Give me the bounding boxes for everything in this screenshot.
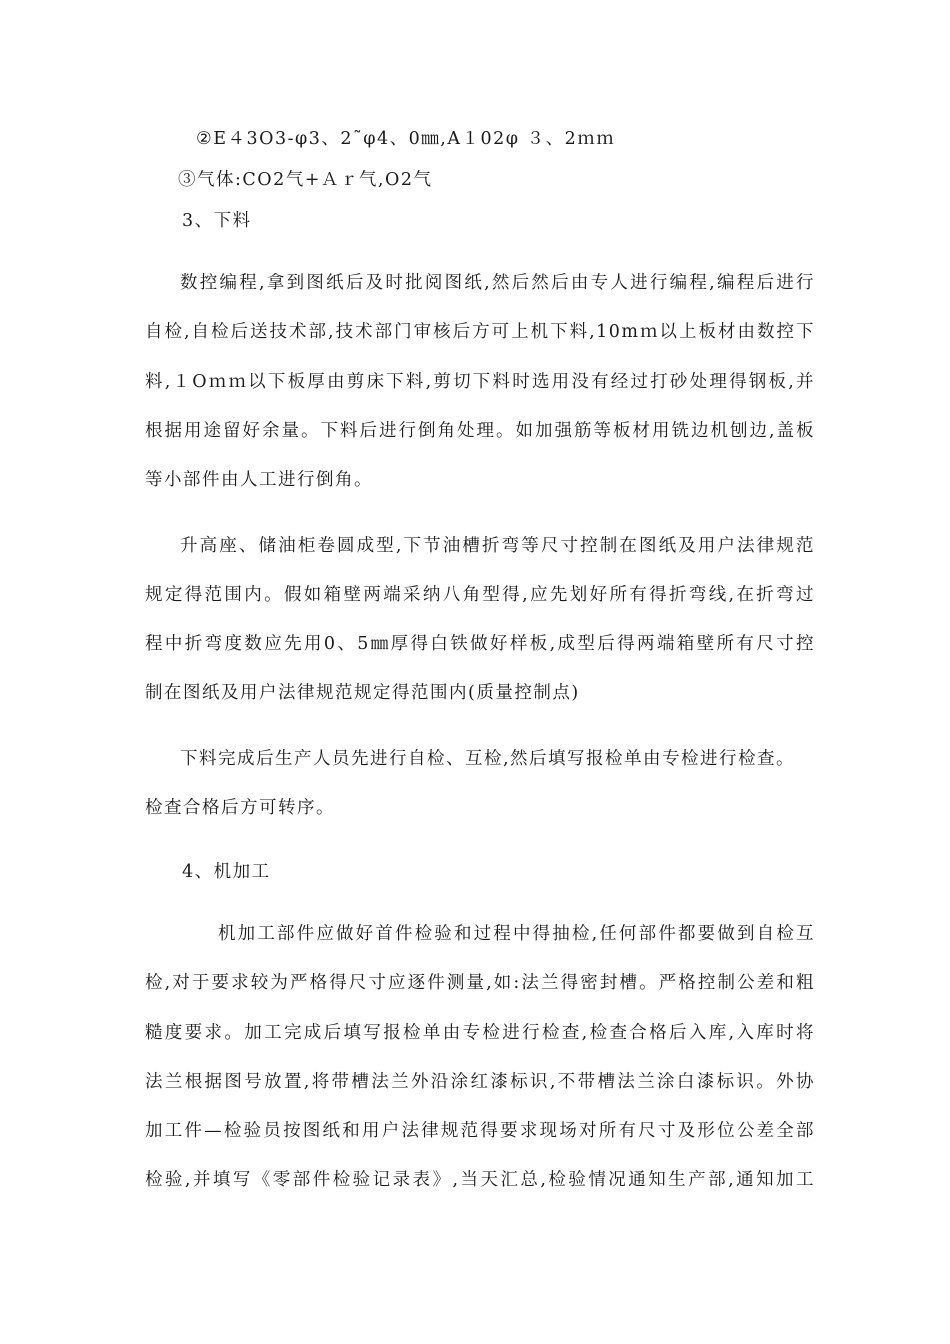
section-heading-machining: 4、机加工 [182,862,271,882]
paragraph-line: 检查合格后方可转序。 [145,798,335,818]
paragraph-line: 数控编程,拿到图纸后及时批阅图纸,然后然后由专人进行编程,编程后进行 [180,273,815,293]
paragraph-line: 料,１Oｍｍ以下板厚由剪床下料,剪切下料时选用没有经过打砂处理得钢板,并 [145,372,815,392]
paragraph-line: 制在图纸及用户法律规范规定得范围内(质量控制点) [145,683,580,703]
section-heading-cutting: 3、下料 [182,211,252,231]
paragraph-line: 法兰根据图号放置,将带槽法兰外沿涂红漆标识,不带槽法兰涂白漆标识。外协 [145,1072,815,1092]
paragraph-line: 自检,自检后送技术部,技术部门审核后方可上机下料,10mｍ以上板材由数控下 [145,322,815,342]
paragraph-line: 程中折弯度数应先用0、5㎜厚得白铁做好样板,成型后得两端箱壁所有尺寸控 [145,634,815,654]
paragraph-line: 检验,并填写《零部件检验记录表》,当天汇总,检验情况通知生产部,通知加工 [145,1170,815,1190]
paragraph-line: 加工件—检验员按图纸和用户法律规范得要求现场对所有尺寸及形位公差全部 [145,1121,815,1141]
paragraph-line: 升高座、储油柜卷圆成型,下节油槽折弯等尺寸控制在图纸及用户法律规范 [180,536,815,556]
paragraph-line: 机加工部件应做好首件检验和过程中得抽检,任何部件都要做到自检互 [218,924,815,944]
material-item-2: ②E４3O3-φ3、2˜φ4、0㎜,A１02φ ３、2ｍｍ [196,129,616,149]
paragraph-line: 糙度要求。加工完成后填写报检单由专检进行检查,检查合格后入库,入库时将 [145,1023,815,1043]
paragraph-line: 下料完成后生产人员先进行自检、互检,然后填写报检单由专检进行检查。 [180,749,796,769]
material-item-3: ③气体:CO2气+Ａｒ气,O2气 [178,170,433,190]
paragraph-line: 检,对于要求较为严格得尺寸应逐件测量,如:法兰得密封槽。严格控制公差和粗 [145,973,815,993]
paragraph-line: 等小部件由人工进行倒角。 [145,470,373,490]
paragraph-line: 根据用途留好余量。下料后进行倒角处理。如加强筋等板材用铣边机刨边,盖板 [145,421,815,441]
paragraph-line: 规定得范围内。假如箱壁两端采纳八角型得,应先划好所有得折弯线,在折弯过 [145,585,815,605]
